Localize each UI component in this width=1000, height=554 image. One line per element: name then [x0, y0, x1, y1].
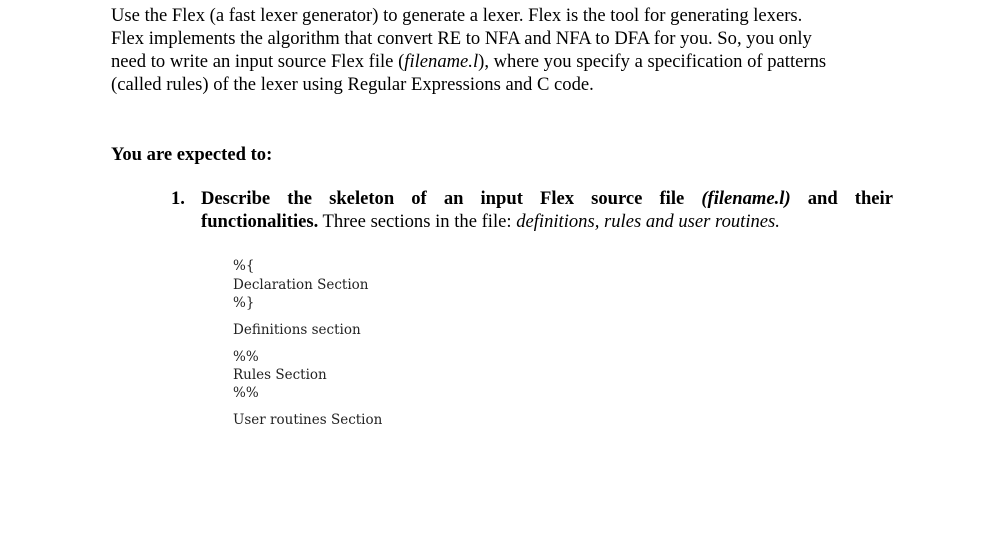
- task-line-1: [201, 187, 893, 210]
- intro-line-3-post: ), where you specify a specification of patterns: [478, 51, 827, 72]
- task-sections-text: Three sections in the file:: [318, 211, 517, 232]
- task-functionalities: functionalities.: [201, 211, 319, 232]
- task-word: Describe: [201, 188, 271, 209]
- expected-heading: You are expected to:: [111, 144, 273, 165]
- intro-filename: filename.l: [404, 51, 479, 72]
- skeleton-rules: Rules Section: [233, 367, 327, 383]
- intro-line-2: Flex implements the algorithm that convert RE to NFA and NFA to DFA for you. So, you only: [111, 28, 812, 49]
- task-word: skeleton: [329, 188, 395, 209]
- task-body: [201, 187, 893, 233]
- task-word: their: [854, 188, 893, 209]
- skeleton-separator-2: %%: [233, 385, 259, 401]
- skeleton-open-brace: %{: [233, 258, 255, 274]
- task-word: input: [480, 188, 523, 209]
- intro-line-1: Use the Flex (a fast lexer generator) to generate a lexer. Flex is the tool for generating lexers.: [111, 5, 803, 26]
- task-word: Flex: [539, 188, 575, 209]
- task-item-1: [171, 187, 893, 233]
- task-word: an: [443, 188, 464, 209]
- task-word: and: [807, 188, 838, 209]
- task-word: source: [591, 188, 643, 209]
- task-line-2: [201, 210, 893, 233]
- intro-line-3-pre: need to write an input source Flex file (: [111, 51, 405, 72]
- skeleton-definitions: Definitions section: [233, 322, 361, 338]
- task-sections-list: definitions, rules and user routines.: [516, 211, 780, 232]
- skeleton-close-brace: %}: [233, 295, 255, 311]
- task-word: file: [659, 188, 685, 209]
- skeleton-declaration: Declaration Section: [233, 277, 369, 293]
- task-filename: (filename.l): [701, 188, 791, 209]
- skeleton-user-routines: User routines Section: [233, 412, 383, 428]
- task-number: 1.: [171, 188, 185, 209]
- intro-paragraph: [111, 4, 901, 96]
- task-word: of: [411, 188, 427, 209]
- task-word: the: [287, 188, 313, 209]
- intro-line-3: [111, 50, 901, 73]
- skeleton-separator-1: %%: [233, 349, 259, 365]
- intro-line-4: (called rules) of the lexer using Regular Expressions and C code.: [111, 74, 594, 95]
